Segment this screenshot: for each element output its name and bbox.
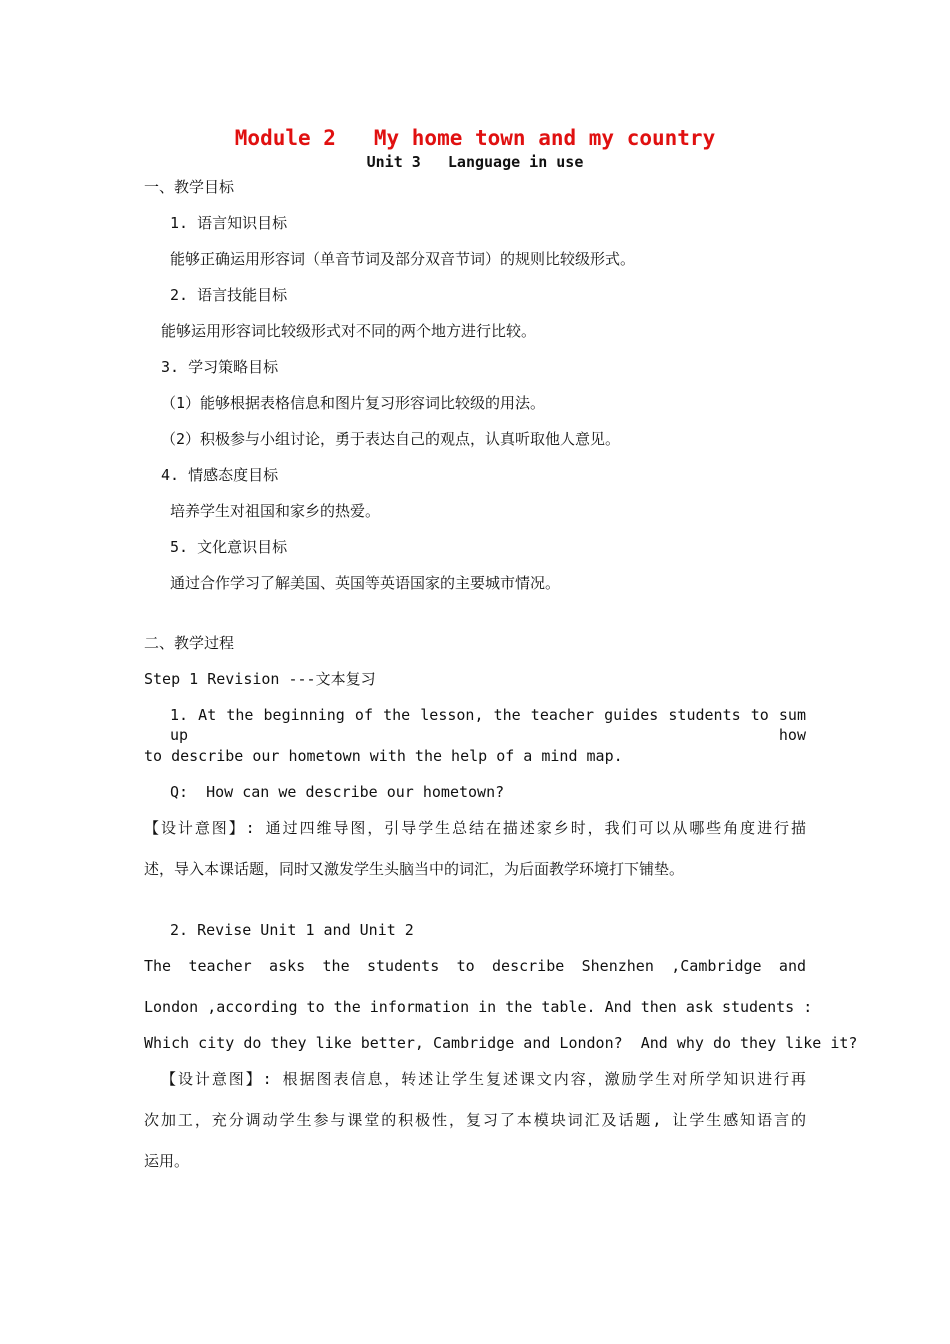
objective-1-label: 1. 语言知识目标 — [170, 214, 288, 232]
step-1-question: Q: How can we describe our hometown? — [170, 783, 505, 801]
objective-4-text: 培养学生对祖国和家乡的热爱。 — [170, 502, 381, 520]
step-1-paragraph-1-line-1: 1. At the beginning of the lesson, the teacher guides students to sum up how — [170, 706, 806, 744]
step-1-paragraph-2-line-1: The teacher asks the students to describe Shenzhen ,Cambridge and — [144, 957, 806, 975]
objective-2-label: 2. 语言技能目标 — [170, 286, 288, 304]
design-intent-1-line-1: 【设计意图】: 通过四维导图，引导学生总结在描述家乡时，我们可以从哪些角度进行描 — [144, 819, 806, 837]
objective-1-text: 能够正确运用形容词（单音节词及部分双音节词）的规则比较级形式。 — [170, 250, 636, 268]
objective-3-label: 3. 学习策略目标 — [161, 358, 279, 376]
step-1-paragraph-1-line-2: to describe our hometown with the help of a mind map. — [144, 747, 623, 765]
section-heading-process: 二、教学过程 — [144, 634, 235, 652]
design-intent-1-line-2: 述，导入本课话题，同时又激发学生头脑当中的词汇，为后面教学环境打下铺垫。 — [144, 860, 685, 878]
design-intent-2-line-1: 【设计意图】: 根据图表信息，转述让学生复述课文内容，激励学生对所学知识进行再 — [161, 1070, 806, 1088]
objective-4-label: 4. 情感态度目标 — [161, 466, 279, 484]
unit-title: Unit 3 Language in use — [366, 153, 584, 171]
design-intent-2-line-3: 运用。 — [144, 1152, 190, 1170]
objective-2-text: 能够运用形容词比较级形式对不同的两个地方进行比较。 — [161, 322, 537, 340]
step-1-paragraph-2-line-3: Which city do they like better, Cambridge and London? And why do they like it? — [144, 1034, 858, 1052]
step-1-heading: Step 1 Revision ---文本复习 — [144, 670, 376, 688]
step-1-paragraph-2-heading: 2. Revise Unit 1 and Unit 2 — [170, 921, 414, 939]
step-1-paragraph-2-line-2: London ,according to the information in the table. And then ask students : — [144, 998, 813, 1016]
objective-5-text: 通过合作学习了解美国、英国等英语国家的主要城市情况。 — [170, 574, 561, 592]
section-heading-objectives: 一、教学目标 — [144, 178, 235, 196]
objective-5-label: 5. 文化意识目标 — [170, 538, 288, 556]
module-title: Module 2 My home town and my country — [234, 126, 716, 150]
design-intent-2-line-2: 次加工，充分调动学生参与课堂的积极性，复习了本模块词汇及话题, 让学生感知语言的 — [144, 1111, 806, 1129]
objective-3-item-2: （2）积极参与小组讨论，勇于表达自己的观点，认真听取他人意见。 — [161, 430, 621, 448]
objective-3-item-1: （1）能够根据表格信息和图片复习形容词比较级的用法。 — [161, 394, 546, 412]
